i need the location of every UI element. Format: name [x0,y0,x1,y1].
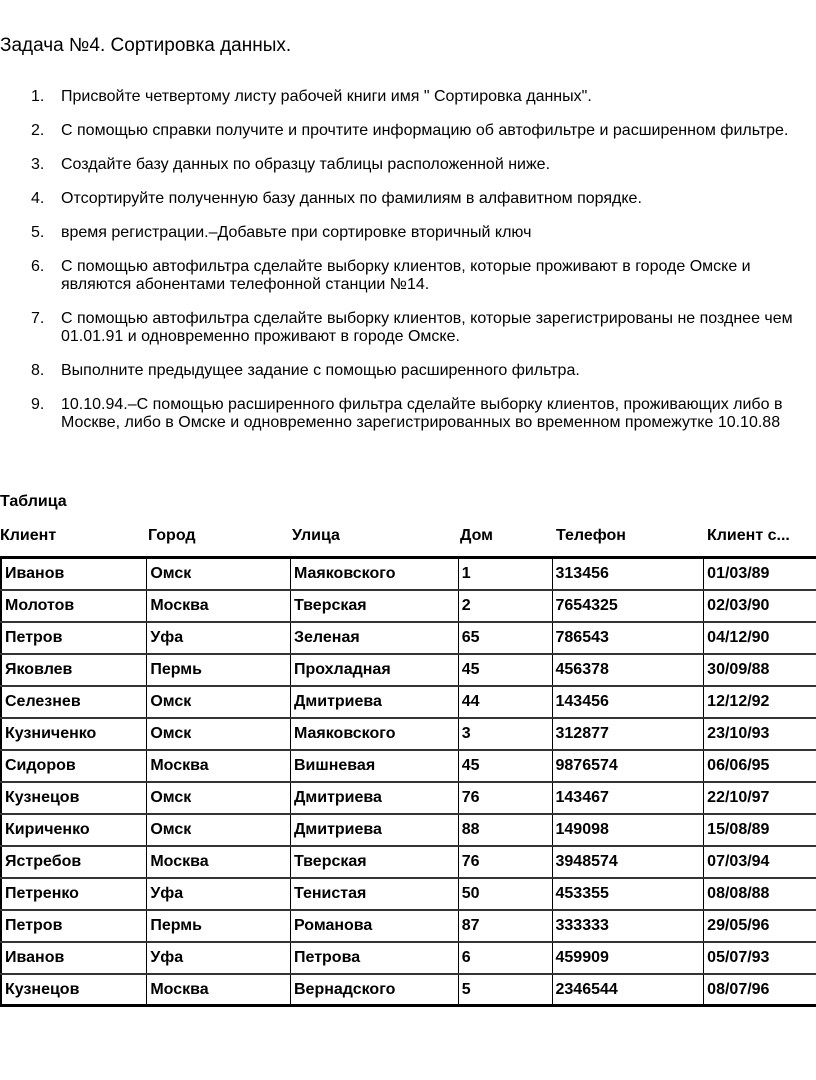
task-number: 1. [31,88,45,105]
cell-house: 3 [458,718,552,750]
task-number: 4. [31,190,45,207]
task-text: С помощью автофильтра сделайте выборку клиентов, которые зарегистрированы не позднее чем 01.01.91 и одновременно проживают в городе Омске. [61,310,793,345]
cell-house: 88 [458,814,552,846]
table-row [1,590,816,622]
task-text: Создайте базу данных по образцу таблицы расположенной ниже. [61,156,551,173]
task-number: 8. [31,362,45,379]
cell-house: 2 [458,590,552,622]
cell-phone: 143456 [552,686,704,718]
cell-client: Петренко [1,878,147,910]
column-header: Дом [460,527,493,544]
table-row [1,654,816,686]
cell-city: Москва [147,846,291,878]
column-header: Клиент с... [707,527,790,544]
column-header: Телефон [556,527,626,544]
cell-client-since: 08/08/88 [704,878,816,910]
cell-phone: 312877 [552,718,704,750]
cell-street: Тверская [291,590,459,622]
cell-client: Яковлев [1,654,147,686]
clients-table [0,556,816,1007]
cell-client: Кузнецов [1,782,147,814]
task-text: время регистрации.–Добавьте при сортировке вторичный ключ [61,224,532,241]
cell-street: Романова [291,910,459,942]
task-list [0,88,816,448]
cell-city: Омск [147,782,291,814]
table-row [1,782,816,814]
cell-street: Вишневая [291,750,459,782]
cell-street: Вернадского [291,974,459,1006]
task-text: Выполните предыдущее задание с помощью расширенного фильтра. [61,362,580,379]
cell-client: Сидоров [1,750,147,782]
cell-city: Москва [147,750,291,782]
cell-phone: 143467 [552,782,704,814]
cell-city: Пермь [147,654,291,686]
task-item [0,258,816,294]
table-row [1,910,816,942]
table-row [1,942,816,974]
document-title: Задача №4. Сортировка данных. [0,35,292,56]
cell-house: 1 [458,558,552,590]
cell-client: Ястребов [1,846,147,878]
task-number: 2. [31,122,45,139]
task-item [0,310,816,346]
task-item [0,88,816,106]
cell-client: Молотов [1,590,147,622]
cell-client-since: 23/10/93 [704,718,816,750]
cell-phone: 456378 [552,654,704,686]
cell-client-since: 05/07/93 [704,942,816,974]
cell-phone: 459909 [552,942,704,974]
table-row [1,878,816,910]
task-text: Присвойте четвертому листу рабочей книги имя " Сортировка данных". [61,88,592,105]
cell-city: Москва [147,590,291,622]
cell-phone: 9876574 [552,750,704,782]
task-item [0,362,816,380]
table-row [1,974,816,1006]
cell-street: Зеленая [291,622,459,654]
cell-street: Дмитриева [291,814,459,846]
table-row [1,846,816,878]
cell-street: Тенистая [291,878,459,910]
cell-house: 45 [458,750,552,782]
cell-client-since: 15/08/89 [704,814,816,846]
cell-house: 76 [458,782,552,814]
cell-client-since: 04/12/90 [704,622,816,654]
task-item [0,156,816,174]
task-text: 10.10.94.–С помощью расширенного фильтра сделайте выборку клиентов, проживающих либо в Москве, либо в Омске и одновременно зарегистрированных во временном промежутке 10.10.88 [61,396,783,431]
cell-street: Дмитриева [291,686,459,718]
task-number: 7. [31,310,45,327]
cell-house: 5 [458,974,552,1006]
cell-street: Дмитриева [291,782,459,814]
cell-client: Кузниченко [1,718,147,750]
cell-city: Уфа [147,622,291,654]
task-number: 6. [31,258,45,275]
table-caption: Таблица [0,493,67,510]
cell-client: Петров [1,622,147,654]
cell-house: 44 [458,686,552,718]
cell-city: Уфа [147,942,291,974]
cell-client-since: 22/10/97 [704,782,816,814]
table-row [1,718,816,750]
table-row [1,686,816,718]
cell-street: Маяковского [291,558,459,590]
cell-client-since: 30/09/88 [704,654,816,686]
column-header: Город [148,527,196,544]
cell-client-since: 02/03/90 [704,590,816,622]
cell-city: Уфа [147,878,291,910]
cell-phone: 3948574 [552,846,704,878]
task-number: 3. [31,156,45,173]
cell-client: Иванов [1,942,147,974]
task-text: С помощью автофильтра сделайте выборку клиентов, которые проживают в городе Омске и являются абонентами телефонной станции №14. [61,258,751,293]
table-row [1,814,816,846]
cell-client-since: 08/07/96 [704,974,816,1006]
cell-phone: 313456 [552,558,704,590]
task-item [0,224,816,242]
cell-street: Прохладная [291,654,459,686]
cell-phone: 333333 [552,910,704,942]
table-row [1,622,816,654]
cell-phone: 7654325 [552,590,704,622]
cell-city: Омск [147,814,291,846]
task-item [0,122,816,140]
cell-house: 87 [458,910,552,942]
cell-house: 50 [458,878,552,910]
cell-client-since: 07/03/94 [704,846,816,878]
cell-street: Тверская [291,846,459,878]
task-number: 5. [31,224,45,241]
cell-client: Кириченко [1,814,147,846]
cell-city: Омск [147,558,291,590]
cell-client: Иванов [1,558,147,590]
cell-house: 65 [458,622,552,654]
cell-house: 76 [458,846,552,878]
task-item [0,396,816,432]
cell-city: Омск [147,686,291,718]
cell-phone: 149098 [552,814,704,846]
cell-client-since: 01/03/89 [704,558,816,590]
cell-client-since: 12/12/92 [704,686,816,718]
cell-client-since: 29/05/96 [704,910,816,942]
column-header: Клиент [0,527,57,544]
cell-client: Кузнецов [1,974,147,1006]
task-text: Отсортируйте полученную базу данных по фамилиям в алфавитном порядке. [61,190,642,207]
column-header: Улица [292,527,340,544]
cell-street: Петрова [291,942,459,974]
cell-house: 45 [458,654,552,686]
table-header-row [0,527,816,547]
task-item [0,190,816,208]
cell-city: Омск [147,718,291,750]
cell-city: Москва [147,974,291,1006]
cell-phone: 2346544 [552,974,704,1006]
cell-city: Пермь [147,910,291,942]
task-number: 9. [31,396,45,413]
task-text: С помощью справки получите и прочтите информацию об автофильтре и расширенном фильтре. [61,122,789,139]
cell-client: Петров [1,910,147,942]
cell-street: Маяковского [291,718,459,750]
table-row [1,558,816,590]
table-row [1,750,816,782]
cell-client: Селезнев [1,686,147,718]
cell-phone: 453355 [552,878,704,910]
cell-phone: 786543 [552,622,704,654]
cell-house: 6 [458,942,552,974]
cell-client-since: 06/06/95 [704,750,816,782]
